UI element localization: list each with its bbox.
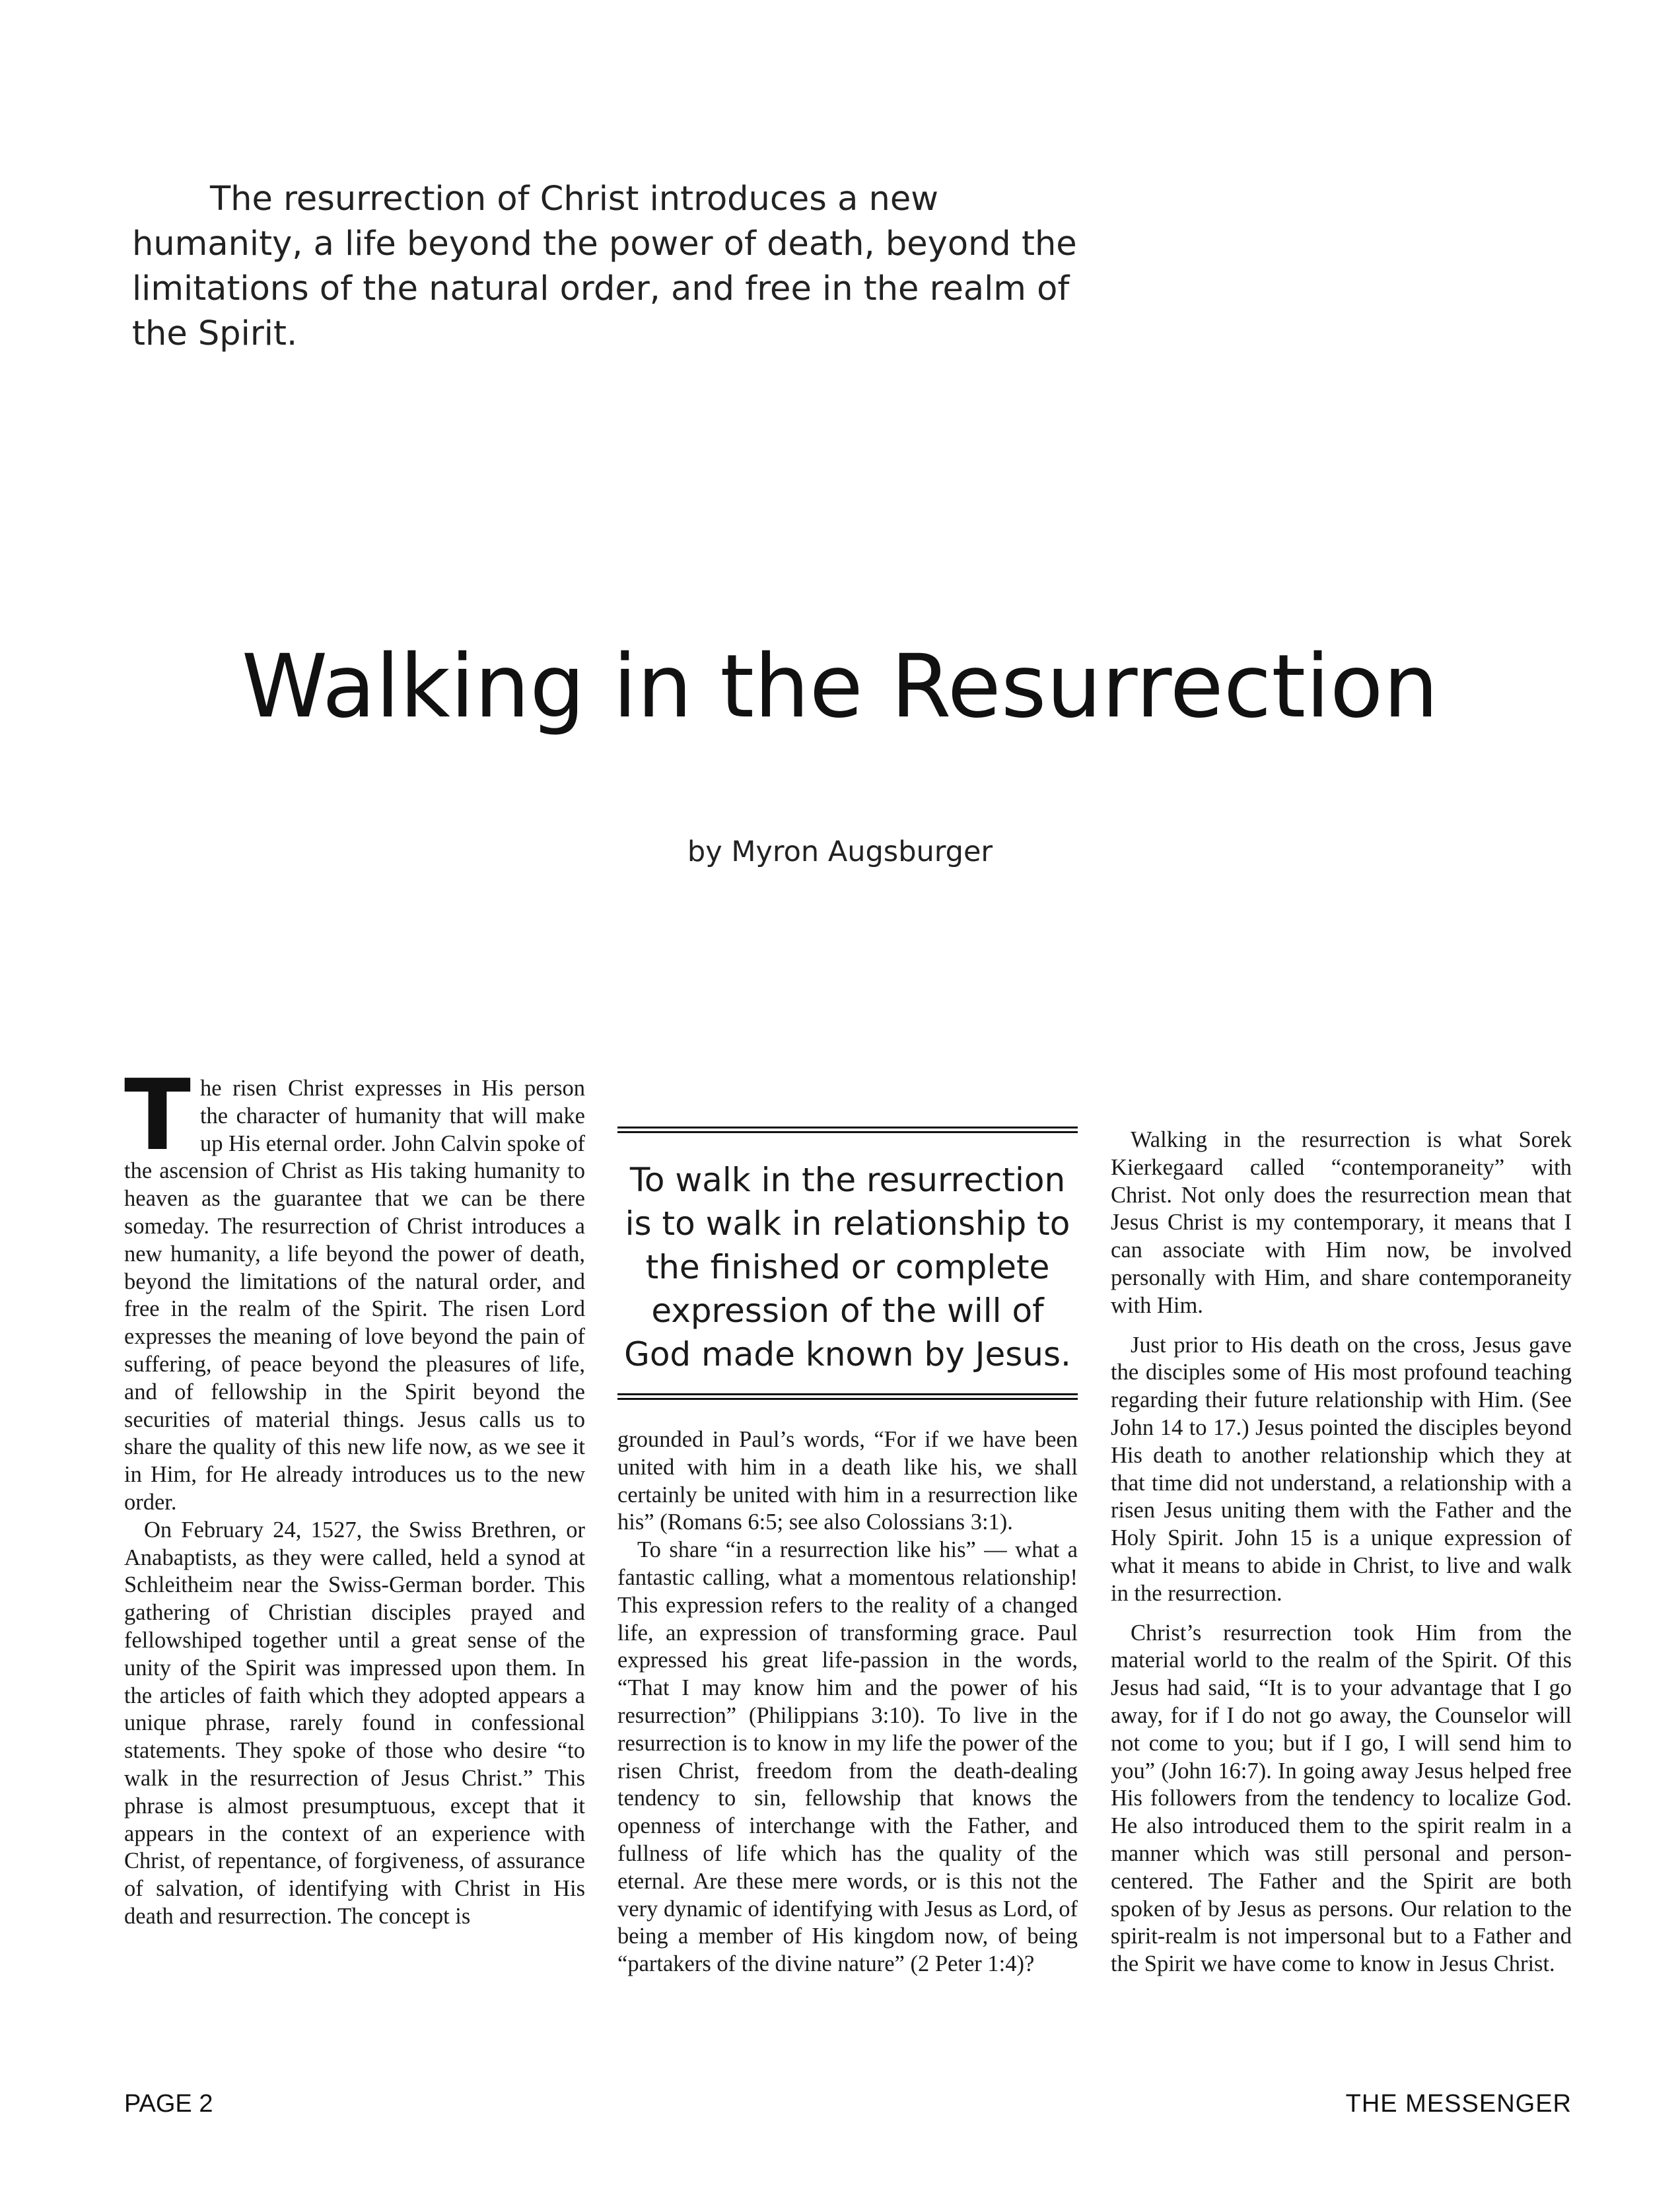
article-title: Walking in the Resurrection: [241, 636, 1439, 738]
pull-quote-top-rule: [617, 1127, 1078, 1133]
paragraph: On February 24, 1527, the Swiss Brethren, or Anabaptists, as they were called, held a synod at Schleitheim near the Swiss-German border. This gathering of Christian disciples prayed and fellowshiped together until a great sense of the unity of the Spirit was impressed upon them. In the articles of faith which they adopted appears a unique phrase, rarely found in confessional statements. They spoke of those who desire “to walk in the resurrection of Jesus Christ.” This phrase is almost presumptuous, except that it appears in the context of an experience with Christ, of repentance, of forgiveness, of assurance of salvation, of identifying with Christ in His death and resurrection. The concept is: [124, 1517, 585, 1929]
publication-name: THE MESSENGER: [1345, 2090, 1572, 2118]
paragraph: he risen Christ expresses in His person the character of humanity that will make up His eternal order. John Calvin spoke of the ascension of Christ as His taking humanity to heaven as the guarantee that we can be there someday. The resurrection of Christ introduces a new humanity, a life beyond the power of death, beyond the limitations of the natural order, and free in the realm of the Spirit. The risen Lord expresses the meaning of love beyond the pain of suffering, of peace beyond the pleasures of life, and of fellowship in the Spirit beyond the securities of material things. Jesus calls us to share the quality of this new life now, as we see it in Him, for He already introduces us to the new order.: [124, 1076, 585, 1515]
article-column-2: [617, 1426, 1078, 2093]
paragraph: Walking in the resurrection is what Sorek Kierkegaard called “contemporaneity” with Christ. Not only does the resurrection mean that Jesus Christ is my contemporary, it means that I can associate with Him now, be involved personally with Him, and share contemporaneity with Him.: [1111, 1127, 1572, 1318]
byline: by Myron Augsburger: [687, 835, 993, 868]
paragraph: To share “in a resurrection like his” — what a fantastic calling, what a momentous relationship! This expression refers to the reality of a changed life, an expression of transforming grace. Paul expressed his great life-passion in the words, “That I may know him and the power of his resurrection” (Philippians 3:10). To live in the resurrection is to know in my life the power of the risen Christ, freedom from the death-dealing tendency to sin, fellowship that knows the openness of interchange with the Father, and fullness of life which has the quality of the eternal. Are these mere words, or is this not the very dynamic of identifying with Jesus as Lord, of being a member of His kingdom now, of being “partakers of the divine nature” (2 Peter 1:4)?: [617, 1537, 1078, 1977]
article-column-1: [124, 1059, 585, 2092]
intro-blurb: The resurrection of Christ introduces a new humanity, a life beyond the power of death, beyond the limitations of the natural order, and free in the realm of the Spirit.: [132, 180, 1077, 353]
paragraph: Christ’s resurrection took Him from the material world to the realm of the Spirit. Of this Jesus had said, “It is to your advantage that I go away, for if I do not go away, the Counselor will not come to you; but if I go, I will send him to you” (John 16:7). In going away Jesus helped free His followers from the tendency to localize God. He also introduced them to the spirit realm in a manner which was still personal and person-centered. The Father and the Spirit are both spoken of by Jesus as persons. Our relation to the spirit-realm is not impersonal but to a Father and the Spirit we have come to know in Jesus Christ.: [1111, 1620, 1572, 1977]
paragraph: grounded in Paul’s words, “For if we have been united with him in a death like his, we shall certainly be united with him in a resurrection like his” (Romans 6:5; see also Colossians 3:1).: [617, 1427, 1078, 1535]
pull-quote: [617, 1127, 1078, 1404]
page-number: PAGE 2: [124, 2090, 213, 2118]
drop-cap: T: [124, 1059, 191, 1172]
pull-quote-text: To walk in the resurrection is to walk in relationship to the finished or complete expression of the will of God made known by Jesus.: [624, 1161, 1071, 1373]
pull-quote-bottom-rule: [617, 1393, 1078, 1400]
article-column-3: [1111, 1127, 1572, 2064]
paragraph: Just prior to His death on the cross, Jesus gave the disciples some of His most profound teaching regarding their future relationship with Him. (See John 14 to 17.) Jesus pointed the disciples beyond His death to another relationship which they at that time did not understand, a relationship with a risen Jesus uniting them with the Father and the Holy Spirit. John 15 is a unique expression of what it means to abide in Christ, to live and walk in the resurrection.: [1111, 1332, 1572, 1606]
